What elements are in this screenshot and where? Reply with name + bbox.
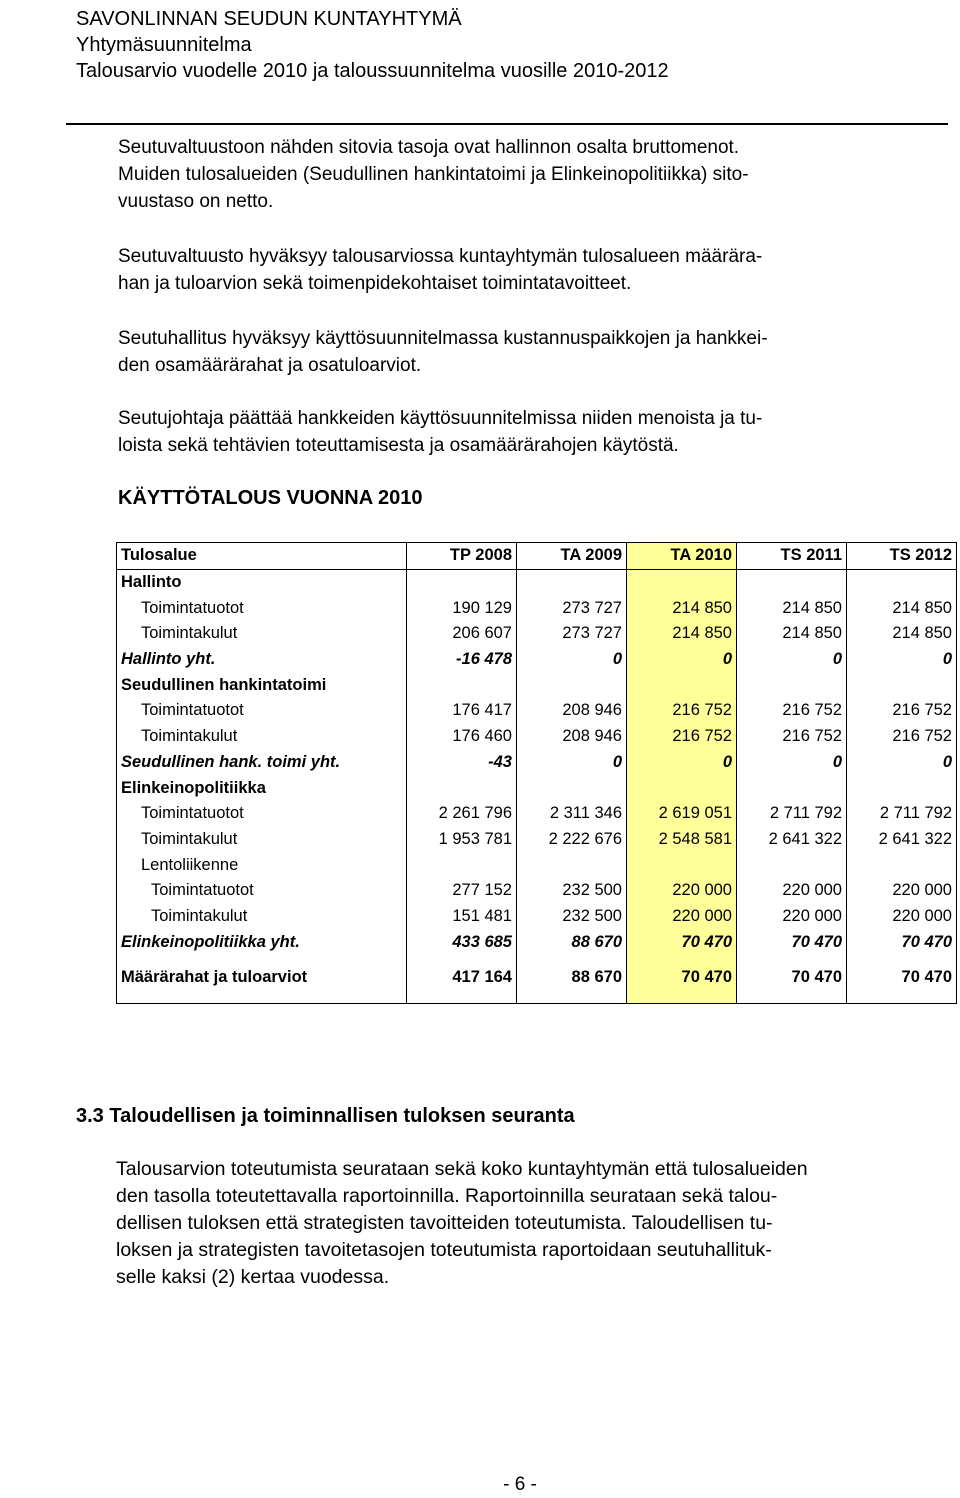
table-row — [117, 621, 957, 647]
document-header — [76, 6, 669, 84]
table-row — [117, 698, 957, 724]
table-row — [117, 595, 957, 621]
cell-value — [737, 852, 847, 878]
cell-value: 0 — [737, 647, 847, 673]
row-label: Toimintakulut — [117, 904, 407, 930]
cell-value: 206 607 — [407, 621, 517, 647]
paragraph-line: Seutuvaltuustoon nähden sitovia tasoja ovat hallinnon osalta bruttomenot. — [118, 137, 740, 158]
cell-value: 0 — [517, 647, 627, 673]
table-row — [117, 852, 957, 878]
cell-value — [517, 852, 627, 878]
cell-value — [847, 852, 957, 878]
cell-value — [737, 672, 847, 698]
cell-value: 277 152 — [407, 878, 517, 904]
page-number: - 6 - — [503, 1474, 537, 1495]
paragraph-line: dellisen tuloksen että strategisten tavoitteiden toteutumista. Taloudellisen tu- — [116, 1212, 773, 1234]
row-label: Seudullinen hank. toimi yht. — [117, 750, 407, 776]
cell-value: 273 727 — [517, 621, 627, 647]
document-subtitle: Talousarvio vuodelle 2010 ja taloussuunnitelma vuosille 2010-2012 — [76, 60, 669, 82]
paragraph-line: Talousarvion toteutumista seurataan sekä koko kuntayhtymän että tulosalueiden — [116, 1158, 808, 1180]
cell-value — [407, 852, 517, 878]
row-label: Toimintatuotot — [117, 801, 407, 827]
cell-value — [847, 672, 957, 698]
table-row — [117, 965, 957, 991]
table-row — [117, 775, 957, 801]
cell-value: 1 953 781 — [407, 827, 517, 853]
cell-value: 70 470 — [737, 965, 847, 991]
cell-value — [737, 991, 847, 1004]
section-3-3-title: 3.3 Taloudellisen ja toiminnallisen tuloksen seuranta — [76, 1105, 575, 1127]
cell-value — [847, 955, 957, 965]
paragraph-line: Muiden tulosalueiden (Seudullinen hankintatoimi ja Elinkeinopolitiikka) sito- — [118, 164, 749, 185]
cell-value: 216 752 — [627, 724, 737, 750]
paragraph-line: Seutuvaltuusto hyväksyy talousarviossa kuntayhtymän tulosalueen määrära- — [118, 246, 763, 267]
cell-value — [627, 991, 737, 1004]
row-label: Hallinto yht. — [117, 647, 407, 673]
cell-value: 232 500 — [517, 904, 627, 930]
cell-value: 220 000 — [847, 904, 957, 930]
cell-value: 176 417 — [407, 698, 517, 724]
row-label: Elinkeinopolitiikka yht. — [117, 929, 407, 955]
cell-value: 0 — [627, 750, 737, 776]
cell-value — [407, 955, 517, 965]
cell-value: 88 670 — [517, 965, 627, 991]
cell-value — [517, 672, 627, 698]
cell-value: 2 311 346 — [517, 801, 627, 827]
header-ta2009: TA 2009 — [517, 543, 627, 570]
table-row — [117, 647, 957, 673]
cell-value: 208 946 — [517, 698, 627, 724]
header-ts2011: TS 2011 — [737, 543, 847, 570]
section-title: KÄYTTÖTALOUS VUONNA 2010 — [118, 487, 423, 509]
cell-value: 214 850 — [847, 621, 957, 647]
row-label: Toimintatuotot — [117, 878, 407, 904]
cell-value: 2 548 581 — [627, 827, 737, 853]
cell-value — [407, 991, 517, 1004]
cell-value: 214 850 — [627, 621, 737, 647]
cell-value — [627, 955, 737, 965]
cell-value: 433 685 — [407, 929, 517, 955]
budget-table — [116, 542, 957, 1004]
cell-value — [517, 991, 627, 1004]
paragraph-line: den osamäärärahat ja osatuloarviot. — [118, 355, 422, 376]
cell-value — [407, 569, 517, 595]
cell-value: 0 — [847, 647, 957, 673]
cell-value: 2 261 796 — [407, 801, 517, 827]
cell-value — [627, 672, 737, 698]
header-tulosalue: Tulosalue — [117, 543, 407, 570]
cell-value: -16 478 — [407, 647, 517, 673]
cell-value: 216 752 — [737, 724, 847, 750]
cell-value: 216 752 — [737, 698, 847, 724]
cell-value: 70 470 — [627, 965, 737, 991]
cell-value — [737, 569, 847, 595]
header-ta2010: TA 2010 — [627, 543, 737, 570]
row-label: Määrärahat ja tuloarviot — [117, 965, 407, 991]
header-tp2008: TP 2008 — [407, 543, 517, 570]
table-row — [117, 991, 957, 1004]
cell-value — [627, 852, 737, 878]
cell-value — [517, 569, 627, 595]
paragraph-line: loista sekä tehtävien toteuttamisesta ja osamäärärahojen käytöstä. — [118, 435, 679, 456]
section-3-3-text — [116, 1156, 936, 1291]
cell-value: 220 000 — [627, 878, 737, 904]
cell-value — [737, 775, 847, 801]
cell-value: 151 481 — [407, 904, 517, 930]
paragraph-line: loksen ja strategisten tavoitetasojen toteutumista raportoidaan seutuhallituk- — [116, 1239, 772, 1261]
paragraph-1 — [118, 134, 918, 215]
cell-value: 0 — [737, 750, 847, 776]
cell-value: 88 670 — [517, 929, 627, 955]
cell-value: 0 — [517, 750, 627, 776]
cell-value — [847, 991, 957, 1004]
table-row — [117, 801, 957, 827]
table-row — [117, 955, 957, 965]
cell-value: 214 850 — [737, 595, 847, 621]
cell-value: 2 619 051 — [627, 801, 737, 827]
cell-value — [627, 569, 737, 595]
paragraph-line: den tasolla toteutettavalla raportoinnilla. Raportoinnilla seurataan sekä talou- — [116, 1185, 778, 1207]
cell-value: 2 641 322 — [737, 827, 847, 853]
cell-value: 70 470 — [847, 965, 957, 991]
cell-value: 214 850 — [737, 621, 847, 647]
table-row — [117, 724, 957, 750]
cell-value: 70 470 — [737, 929, 847, 955]
cell-value: 2 711 792 — [737, 801, 847, 827]
cell-value: 2 641 322 — [847, 827, 957, 853]
cell-value — [847, 775, 957, 801]
row-label: Toimintatuotot — [117, 595, 407, 621]
cell-value: 220 000 — [847, 878, 957, 904]
cell-value: 220 000 — [627, 904, 737, 930]
cell-value: 2 711 792 — [847, 801, 957, 827]
paragraph-line: han ja tuloarvion sekä toimenpidekohtaiset toimintatavoitteet. — [118, 273, 632, 294]
cell-value: 216 752 — [627, 698, 737, 724]
table-row — [117, 569, 957, 595]
cell-value: -43 — [407, 750, 517, 776]
cell-value: 273 727 — [517, 595, 627, 621]
row-label: Toimintatuotot — [117, 698, 407, 724]
cell-value: 70 470 — [847, 929, 957, 955]
cell-value — [737, 955, 847, 965]
cell-value — [517, 775, 627, 801]
cell-value: 417 164 — [407, 965, 517, 991]
paragraph-line: Seutujohtaja päättää hankkeiden käyttösuunnitelmissa niiden menoista ja tu- — [118, 408, 763, 429]
cell-value: 190 129 — [407, 595, 517, 621]
cell-value — [407, 775, 517, 801]
paragraph-line: selle kaksi (2) kertaa vuodessa. — [116, 1266, 390, 1288]
cell-value: 208 946 — [517, 724, 627, 750]
cell-value: 70 470 — [627, 929, 737, 955]
row-label — [117, 955, 407, 965]
cell-value: 220 000 — [737, 878, 847, 904]
table-row — [117, 878, 957, 904]
cell-value — [847, 569, 957, 595]
row-label: Hallinto — [117, 569, 407, 595]
cell-value: 214 850 — [627, 595, 737, 621]
paragraph-2 — [118, 243, 918, 297]
cell-value: 220 000 — [737, 904, 847, 930]
row-label: Seudullinen hankintatoimi — [117, 672, 407, 698]
table-row — [117, 904, 957, 930]
cell-value — [517, 955, 627, 965]
row-label: Lentoliikenne — [117, 852, 407, 878]
paragraph-line: vuustaso on netto. — [118, 191, 274, 212]
cell-value: 214 850 — [847, 595, 957, 621]
cell-value — [407, 672, 517, 698]
document-name: Yhtymäsuunnitelma — [76, 34, 252, 56]
paragraph-3 — [118, 325, 918, 379]
cell-value: 232 500 — [517, 878, 627, 904]
cell-value: 216 752 — [847, 724, 957, 750]
row-label: Toimintakulut — [117, 621, 407, 647]
table-row — [117, 672, 957, 698]
row-label: Toimintakulut — [117, 827, 407, 853]
cell-value: 2 222 676 — [517, 827, 627, 853]
paragraph-line: Seutuhallitus hyväksyy käyttösuunnitelmassa kustannuspaikkojen ja hankkei- — [118, 328, 768, 349]
cell-value: 0 — [627, 647, 737, 673]
row-label — [117, 991, 407, 1004]
cell-value: 176 460 — [407, 724, 517, 750]
table-row — [117, 750, 957, 776]
table-row — [117, 929, 957, 955]
paragraph-4 — [118, 405, 918, 459]
header-ts2012: TS 2012 — [847, 543, 957, 570]
row-label: Elinkeinopolitiikka — [117, 775, 407, 801]
row-label: Toimintakulut — [117, 724, 407, 750]
cell-value: 0 — [847, 750, 957, 776]
cell-value: 216 752 — [847, 698, 957, 724]
cell-value — [627, 775, 737, 801]
table-header-row — [117, 543, 957, 570]
header-divider — [66, 123, 948, 125]
table-row — [117, 827, 957, 853]
org-name: SAVONLINNAN SEUDUN KUNTAYHTYMÄ — [76, 8, 462, 30]
